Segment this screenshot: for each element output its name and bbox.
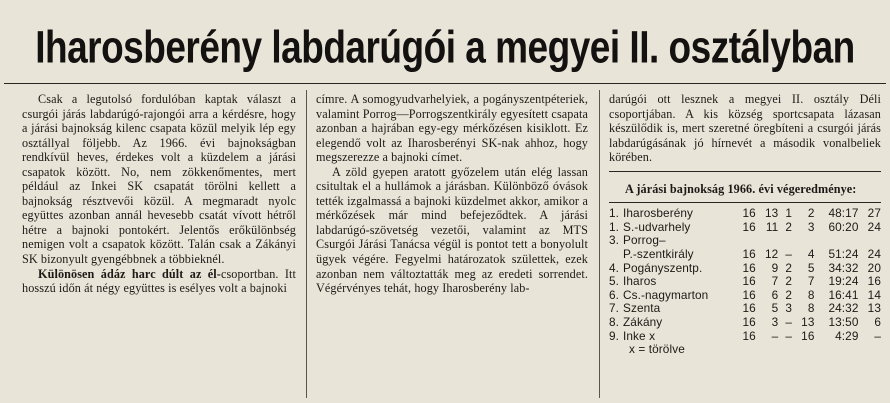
standings-cell-team: S.-udvarhely (623, 219, 691, 234)
standings-row (609, 330, 881, 344)
standings-row (609, 234, 881, 248)
standings-cell-d: 2 (785, 274, 793, 289)
standings-cell-p: 16 (742, 328, 756, 343)
standings-cell-goals: 24:32 (828, 301, 859, 316)
standings-cell-w: 6 (771, 287, 779, 302)
standings-cell-l: 5 (807, 260, 815, 275)
standings-cell-w: 7 (771, 274, 779, 289)
standings-cell-pts: 24 (867, 219, 881, 234)
column3-paragraph-1: darúgói ott lesznek a megyei II. osztály Déli csoportjában. A kis község sportcsapata lázasan készülődik is, mert szeretné öregbíteni a csurgói járás labdarúgásának jó hírnevét a második vonalbeliek körében. (609, 92, 881, 165)
article-column-1 (22, 92, 296, 398)
standings-cell-goals: 51:24 (828, 247, 859, 262)
standings-row (609, 302, 881, 316)
standings-cell-pos: 5. (609, 274, 620, 289)
standings-cell-pts: 14 (867, 287, 881, 302)
standings-cell-w: 11 (765, 219, 779, 234)
standings-cell-team: Inke x (623, 328, 656, 343)
standings-cell-w: 3 (771, 315, 779, 330)
standings-cell-pos: 3. (609, 233, 620, 248)
standings-cell-pos: 6. (609, 287, 620, 302)
column1-paragraph-2 (22, 267, 296, 296)
standings-cell-goals: 19:24 (828, 274, 859, 289)
standings-cell-pts: 24 (867, 247, 881, 262)
standings-row (609, 221, 881, 235)
article-column-2 (316, 92, 588, 398)
standings-cell-pos: 4. (609, 260, 620, 275)
standings-cell-w: 13 (764, 206, 779, 221)
standings-row (609, 275, 881, 289)
standings-cell-goals: 13:50 (828, 315, 859, 330)
standings-cell-pos: 1. (609, 219, 620, 234)
standings-cell-w: 12 (764, 247, 779, 262)
standings-note: x = törölve (629, 342, 685, 357)
standings-cell-l: 2 (807, 206, 815, 221)
standings-cell-d: – (785, 328, 793, 343)
standings-cell-team: Porrog– (623, 233, 666, 248)
standings-cell-w (756, 234, 778, 248)
column2-paragraph-2: A zöld gyepen aratott győzelem után elég lassan csitultak el a hullámok a járásban. Különböző óvások tették izgalmassá a bajnoki küzdelmet akkor, amikor a mérkőzések már mind befejeződtek. A járási labdarúgó-szövetség vezetői, valamint az MTS Csurgói Járási Tanácsa végül is pontot tett a bonyolult ügyek végére. Fegyelmi határozatok születtek, ezek azonban nem változtatták meg az eredeti sorrendet. Végérvényes tehát, hogy Iharosberény lab- (316, 164, 588, 296)
standings-cell-l: 8 (807, 287, 815, 302)
column-divider-2 (599, 90, 600, 398)
standings-cell-w: 5 (771, 301, 779, 316)
article-column-3 (609, 92, 881, 398)
standings-cell-d: – (785, 247, 793, 262)
standings-rule-2 (609, 202, 881, 203)
standings-cell-pos: 7. (609, 301, 620, 316)
standings-cell-team: P.-szentkirály (623, 247, 694, 262)
standings-cell-pts: 6 (874, 315, 881, 330)
standings-cell-l: 4 (807, 247, 815, 262)
standings-cell-goals (814, 234, 858, 248)
standings-cell-p: 16 (742, 247, 756, 262)
standings-cell-team: Szenta (623, 301, 661, 316)
standings-cell-team: Zákány (623, 315, 663, 330)
column1-paragraph-2-rest: csoportban. Itt hosszú időn át négy együttes is esélyes volt a bajnoki (22, 266, 296, 296)
standings-row (609, 316, 881, 330)
standings-cell-p: 16 (742, 315, 756, 330)
standings-cell-goals: 34:32 (828, 260, 859, 275)
standings-cell-d (778, 234, 792, 248)
headline-rule (4, 83, 886, 84)
standings-cell-p: 16 (742, 287, 756, 302)
standings-cell-d: 3 (785, 301, 793, 316)
standings-cell-team: Cs.-nagymarton (623, 287, 709, 302)
standings-cell-pts: 27 (867, 206, 881, 221)
standings-cell-d: 2 (785, 287, 793, 302)
standings-cell-pts: 16 (867, 274, 881, 289)
standings-cell-d: 1 (785, 206, 793, 221)
standings-cell-d: 2 (785, 260, 793, 275)
standings-cell-w: 9 (771, 260, 779, 275)
standings-cell-pts (859, 234, 881, 248)
column2-paragraph-1: címre. A somogyudvarhelyiek, a pogányszentpéteriek, valamint Porrog—Porrogszentkirály egyesített csapata azonban a hajrában egy-egy mérkőzésen kisiklott. Ez elegendő volt az Iharosberényi SK-nak ahhoz, hogy megszerezze a bajnoki címet. (316, 92, 588, 165)
standings-cell-p: 16 (742, 274, 756, 289)
column1-paragraph-2-bold: Különösen ádáz harc dúlt az él- (38, 266, 221, 281)
standings-cell-pts: – (874, 328, 881, 343)
standings-cell-l (792, 234, 814, 248)
standings-row (609, 289, 881, 303)
standings-cell-pos (609, 248, 623, 262)
standings-cell-l: 3 (807, 219, 815, 234)
standings-cell-p: 16 (742, 206, 756, 221)
standings-row (609, 207, 881, 221)
standings-title: A járási bajnokság 1966. évi végeredménye: (625, 181, 857, 196)
standings-row (609, 262, 881, 276)
standings-cell-l: 7 (807, 274, 815, 289)
standings-cell-p: 16 (742, 260, 756, 275)
standings-cell-pos: 1. (609, 206, 620, 221)
standings-cell-pts: 20 (867, 260, 881, 275)
standings-cell-p (733, 234, 755, 248)
standings-cell-l: 13 (801, 315, 815, 330)
standings-cell-goals: 48:17 (828, 206, 859, 221)
standings-cell-pts: 13 (867, 301, 881, 316)
standings-cell-l: 8 (807, 301, 815, 316)
standings-rule (609, 171, 881, 172)
standings-cell-goals: 16:41 (828, 287, 859, 302)
headline: Iharosberény labdarúgói a megyei II. osztályban (35, 22, 855, 73)
standings-cell-pos: 8. (609, 315, 620, 330)
column-divider-1 (306, 90, 307, 398)
standings-cell-goals: 60:20 (828, 219, 859, 234)
standings-cell-d: 2 (785, 219, 793, 234)
standings-cell-team: Pogányszentp. (623, 260, 703, 275)
standings-cell-p: 16 (742, 301, 756, 316)
standings-cell-goals: 4:29 (835, 328, 859, 343)
standings-cell-d: – (785, 315, 793, 330)
standings-cell-p: 16 (742, 219, 756, 234)
standings-table (609, 207, 881, 343)
column1-paragraph-1: Csak a legutolsó fordulóban kaptak választ a csurgói járás labdarúgó-rajongói arra a kérdésre, hogy a járási bajnokság kilenc csapata közül melyik lép egy osztállyal följebb. Az 1966. évi bajnokságban rendkívül heves, érdekes volt a küzdelem a járási csapatok között. No, nem zökkenőmentes, mert például az Inkei SK csapatát törölni kellett a bajnokság résztvevői közül. A megmaradt nyolc együttes azonban annál hevesebb csatát vívott hétről hétre a bajnoki pontokért. Jelentős erőkülönbség nemigen volt a csapatok között. Talán csak a Zákányi SK bizonyult gyengébbnek a többieknél. (22, 92, 296, 267)
standings-cell-l: 16 (801, 328, 815, 343)
standings-cell-team: Iharos (623, 274, 657, 289)
standings-cell-pos: 9. (609, 328, 620, 343)
standings-cell-team: Iharosberény (623, 206, 694, 221)
standings-row (609, 248, 881, 262)
standings-cell-w: – (771, 328, 779, 343)
